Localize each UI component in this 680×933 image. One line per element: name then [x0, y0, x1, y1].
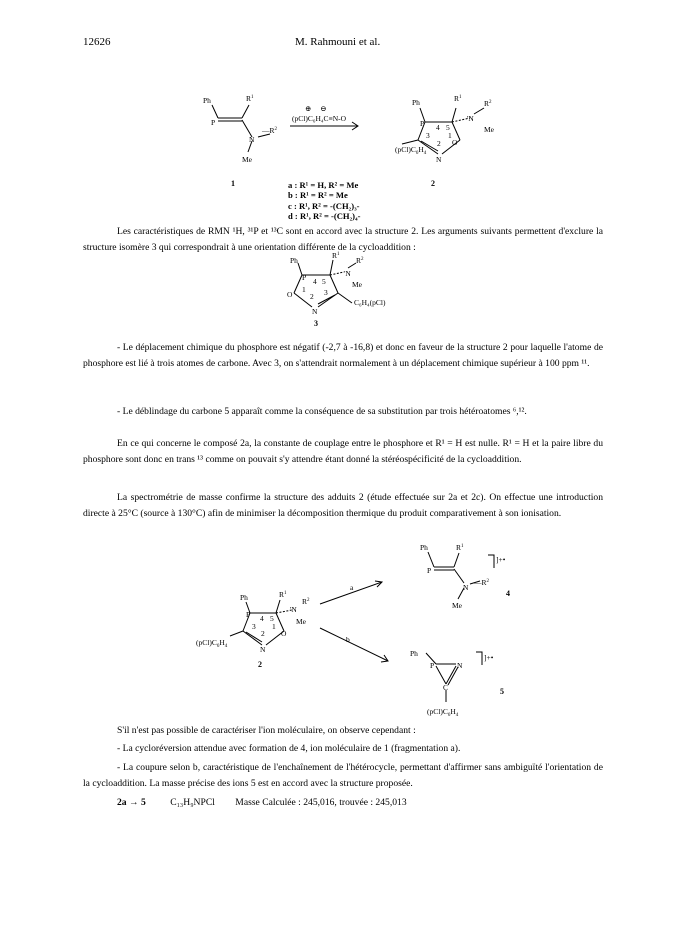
- radical-cation-4: ]+•: [496, 555, 506, 564]
- svg-text:O: O: [452, 138, 458, 147]
- running-head-authors: M. Rahmouni et al.: [295, 36, 381, 48]
- variant-c: c : R¹, R² = -(CH₂)₃-: [288, 200, 360, 211]
- svg-text:P: P: [211, 118, 216, 127]
- mass-line: [117, 797, 407, 808]
- variant-a: a : R¹ = H, R² = Me: [288, 180, 359, 190]
- svg-text:1: 1: [302, 285, 306, 294]
- reagent-formula: (pCl)C₆H₄C≡N-O: [292, 114, 347, 123]
- svg-text:—R2: $—R^2$: [474, 578, 490, 587]
- svg-text:Me: Me: [296, 617, 306, 626]
- svg-text:(pCl)C6H4: $(pCl)C_6H_4$: [196, 638, 228, 649]
- svg-text:Ph: Ph: [290, 256, 298, 265]
- scheme2-compound-2-label: 2: [258, 660, 262, 669]
- svg-text:1: 1: [448, 131, 452, 140]
- svg-text:O: O: [287, 290, 293, 299]
- svg-text:(pCl)C6H4: $(pCl)C_6H_4$: [427, 707, 459, 718]
- svg-text:'N: 'N: [344, 269, 351, 278]
- compound-1-label: 1: [231, 179, 235, 188]
- paragraph-nmr: Les caractéristiques de RMN ¹H, ³¹P et ¹³C sont en accord avec la structure 2. Les arguments suivants permettent d'exclure la structure isomère 3 qui correspondrait à une orientation différente de la cycloaddition :: [83, 226, 603, 253]
- page-number: 12626: [83, 36, 111, 48]
- svg-text:3: 3: [252, 622, 256, 631]
- svg-text:3: 3: [324, 288, 328, 297]
- svg-text:2: 2: [261, 629, 265, 638]
- variant-b: b : R¹ = R² = Me: [288, 190, 348, 201]
- paragraph-carbon-5: - Le déblindage du carbone 5 apparaît comme la conséquence de sa substitution par trois hétéroatomes ⁶,¹².: [117, 406, 527, 417]
- svg-text:(pCl)C6H4: $(pCl)C_6H_4$: [395, 145, 427, 156]
- reagent-charges: ⊕ ⊖: [305, 104, 327, 113]
- svg-text:R1: $R^1$: [332, 251, 340, 260]
- paragraph-phosphorus-shift: - Le déplacement chimique du phosphore est négatif (-2,7 à -16,8) et donc en faveur de la structure 2 pour laquelle l'atome de phosphore est lié à trois atomes de carbone. Avec 3, on s'attendrait normalement à un déplacement chimique supérieur à 100 ppm ¹¹.: [83, 342, 603, 369]
- svg-text:N: N: [436, 155, 442, 164]
- compound-5-label: 5: [500, 687, 504, 696]
- svg-text:N: N: [260, 645, 266, 654]
- svg-text:2: 2: [437, 139, 441, 148]
- svg-text:4: 4: [313, 277, 317, 286]
- svg-text:Ph: Ph: [420, 543, 428, 552]
- svg-text:Ph: Ph: [203, 96, 211, 105]
- svg-text:'N: 'N: [467, 114, 474, 123]
- svg-text:5: 5: [446, 123, 450, 132]
- svg-text:R2: $R^2$: [356, 256, 364, 265]
- svg-text:4: 4: [260, 614, 264, 623]
- svg-text:P: P: [420, 119, 425, 128]
- svg-text:O: O: [281, 629, 287, 638]
- svg-text:1: 1: [272, 622, 276, 631]
- svg-text:P: P: [427, 566, 432, 575]
- svg-text:Ph: Ph: [412, 98, 420, 107]
- svg-text:R1: $R^1$: [279, 590, 287, 599]
- svg-text:R1: $R^1$: [454, 94, 462, 103]
- svg-text:4: 4: [436, 123, 440, 132]
- structure-3-substituent: C₆H₄(pCl): [354, 298, 386, 307]
- svg-text:Me: Me: [452, 601, 462, 610]
- svg-text:R2: $R^2$: [484, 99, 492, 108]
- mass-transition: 2a → 5: [117, 797, 146, 808]
- svg-text:N: N: [457, 661, 463, 670]
- paragraph-cleavage-b: - La coupure selon b, caractéristique de l'enchaînement de l'hétérocycle, permettant d'affirmer sans ambiguïté l'orientation de la cycloaddition. La masse précise des ions 5 est en accord avec la structure proposée.: [83, 762, 603, 789]
- svg-text:N: N: [312, 307, 318, 316]
- svg-text:P: P: [430, 661, 435, 670]
- svg-text:2: 2: [310, 292, 314, 301]
- svg-text:Me: Me: [352, 280, 362, 289]
- svg-text:'N: 'N: [290, 605, 297, 614]
- mass-formula: C₁₃H₉NPCl: [170, 797, 215, 808]
- paragraph-cycloreversion: - La cycloréversion attendue avec formation de 4, ion moléculaire de 1 (fragmentation a).: [117, 743, 461, 754]
- radical-cation-5: ]+•: [484, 653, 494, 662]
- svg-text:P: P: [302, 273, 307, 282]
- compound-4-label: 4: [506, 589, 510, 598]
- paragraph-mass-spec: La spectrométrie de masse confirme la structure des adduits 2 (étude effectuée sur 2a et 2c). On effectue une introduction directe à 25°C (source à 130°C) afin de minimiser la décomposition thermique du produit comparativement à son ionisation.: [83, 492, 603, 519]
- svg-text:N: N: [463, 583, 469, 592]
- svg-text:C: C: [443, 683, 449, 692]
- svg-text:R1: $R^1$: [456, 543, 464, 552]
- compound-3-label: 3: [314, 319, 318, 328]
- svg-text:Me: Me: [242, 155, 252, 164]
- svg-text:3: 3: [426, 131, 430, 140]
- paragraph-coupling: En ce qui concerne le composé 2a, la constante de couplage entre le phosphore et R¹ = H est nulle. R¹ = H et la paire libre du phosphore sont donc en trans ¹³ comme on pouvait s'y attendre étant donné la stéréospécificité de la cycloaddition.: [83, 438, 603, 465]
- svg-text:5: 5: [270, 614, 274, 623]
- svg-text:Ph: Ph: [410, 649, 418, 658]
- svg-text:Me: Me: [484, 125, 494, 134]
- compound-2-label: 2: [431, 179, 435, 188]
- svg-text:P: P: [246, 610, 251, 619]
- mass-values: Masse Calculée : 245,016, trouvée : 245,013: [235, 797, 407, 808]
- svg-text:5: 5: [322, 277, 326, 286]
- svg-text:—R2: $—R^2$: [262, 126, 278, 135]
- svg-text:N: N: [249, 135, 255, 144]
- path-b-label: b: [346, 635, 350, 644]
- svg-text:R1: $R^1$: [246, 94, 254, 103]
- svg-text:Ph: Ph: [240, 593, 248, 602]
- paragraph-molecular-ion: S'il n'est pas possible de caractériser l'ion moléculaire, on observe cependant :: [117, 725, 416, 736]
- path-a-label: a: [350, 583, 354, 592]
- variant-d: d : R¹, R² = -(CH₂)₄-: [288, 210, 361, 221]
- svg-text:R2: $R^2$: [302, 597, 310, 606]
